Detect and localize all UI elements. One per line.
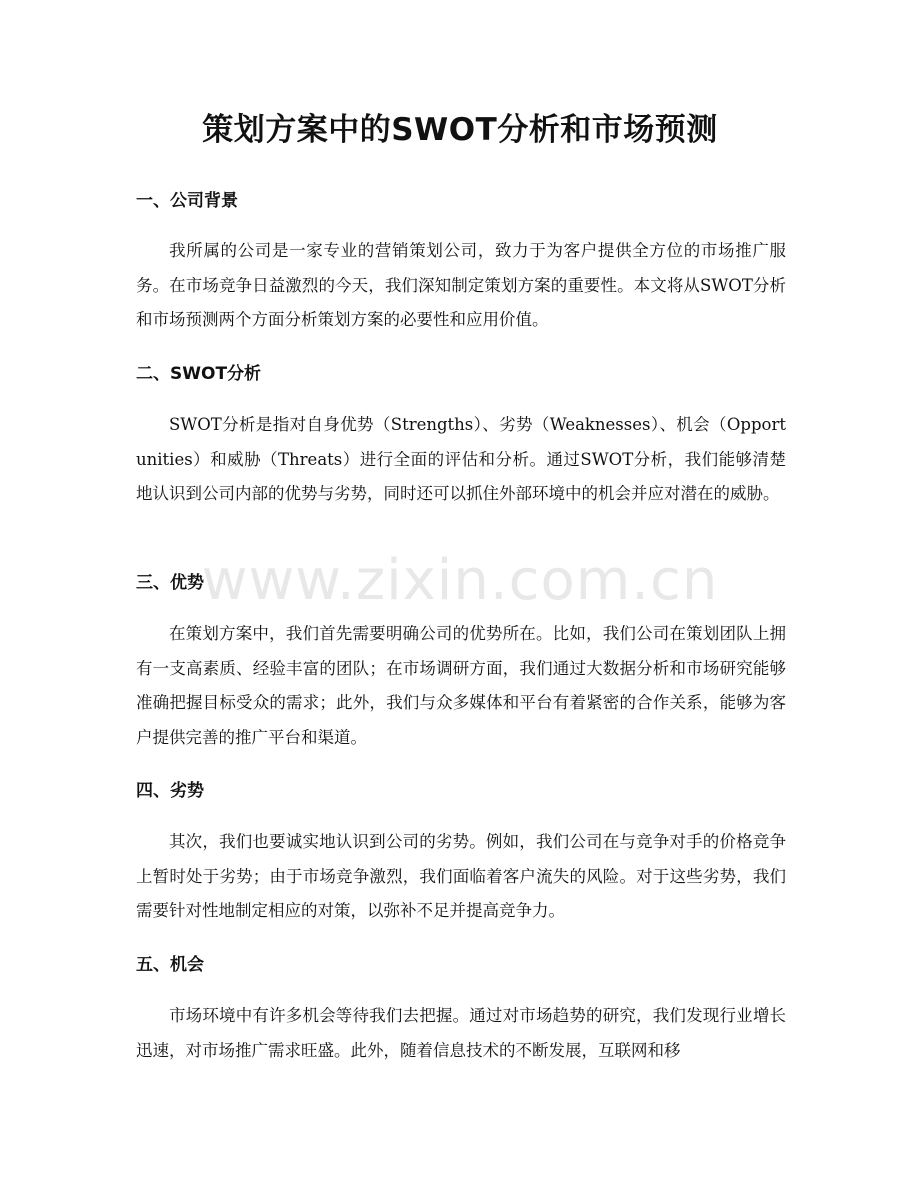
section-heading-strengths: 三、优势	[136, 573, 204, 593]
section-paragraph-strengths: 在策划方案中，我们首先需要明确公司的优势所在。比如，我们公司在策划团队上拥有一支高素质、经验丰富的团队；在市场调研方面，我们通过大数据分析和市场研究能够准确把握目标受众的需求；此外，我们与众多媒体和平台有着紧密的合作关系，能够为客户提供完善的推广平台和渠道。	[136, 624, 786, 747]
page-title: 策划方案中的SWOT分析和市场预测	[202, 112, 718, 148]
section-heading-swot: 二、SWOT分析	[136, 364, 262, 384]
section-heading-opportunities: 五、机会	[136, 955, 204, 975]
section-heading-weaknesses: 四、劣势	[136, 781, 204, 801]
section-paragraph-opportunities: 市场环境中有许多机会等待我们去把握。通过对市场趋势的研究，我们发现行业增长迅速，对市场推广需求旺盛。此外，随着信息技术的不断发展，互联网和移	[136, 1006, 786, 1060]
section-heading-background: 一、公司背景	[136, 191, 238, 211]
section-paragraph-weaknesses: 其次，我们也要诚实地认识到公司的劣势。例如，我们公司在与竞争对手的价格竞争上暂时处于劣势；由于市场竞争激烈，我们面临着客户流失的风险。对于这些劣势，我们需要针对性地制定相应的对策，以弥补不足并提高竞争力。	[136, 832, 786, 920]
section-paragraph-swot: SWOT分析是指对自身优势（Strengths）、劣势（Weaknesses）、机会（Opportunities）和威胁（Threats）进行全面的评估和分析。通过SWOT分析，我们能够清楚地认识到公司内部的优势与劣势，同时还可以抓住外部环境中的机会并应对潜在的威胁。	[136, 415, 786, 503]
watermark: www.zixin.com.cn	[201, 548, 719, 613]
section-paragraph-background: 我所属的公司是一家专业的营销策划公司，致力于为客户提供全方位的市场推广服务。在市场竞争日益激烈的今天，我们深知制定策划方案的重要性。本文将从SWOT分析和市场预测两个方面分析策划方案的必要性和应用价值。	[136, 241, 786, 329]
